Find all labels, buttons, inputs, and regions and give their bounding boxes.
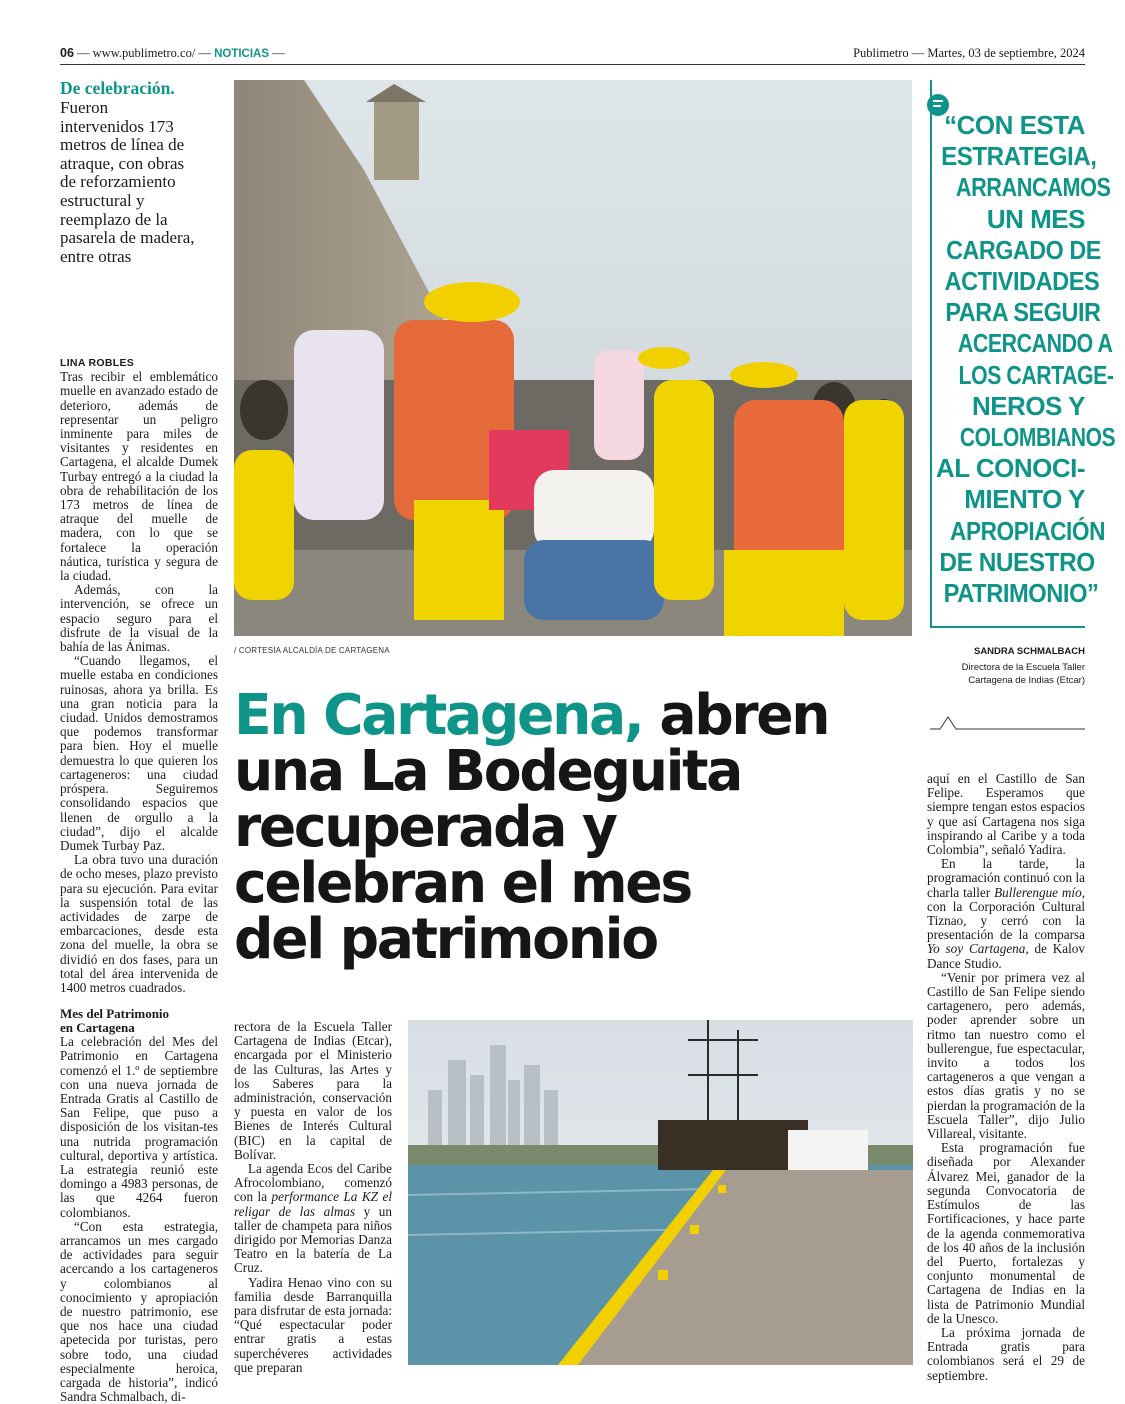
headline-line: recuperada y	[234, 795, 616, 860]
lead-line: Fueron	[60, 98, 109, 117]
headline-line: celebran el mes	[234, 851, 691, 916]
italic-term: performance	[271, 1189, 339, 1205]
quote-line: PARA SEGUIR	[945, 297, 1101, 328]
dancers-photo-illustration	[234, 80, 912, 636]
quote-source-name: SANDRA SCHMALBACH	[973, 646, 1085, 657]
italic-title: La KZ el religar de las almas	[234, 1189, 393, 1219]
pier-photo-illustration	[408, 1020, 913, 1365]
lead-line: de reforzamiento	[60, 172, 176, 192]
text-run: y un taller de champeta para niños dirigido por Memorias Danza Teatro en la batería de La Cruz.	[234, 1203, 392, 1276]
quote-text	[930, 110, 1116, 609]
subheading-line: Mes del Patrimonio	[60, 1006, 170, 1022]
article-column-1	[60, 356, 218, 1404]
paragraph: rectora de la Escuela Taller Cartagena de Indias (Etcar), encargada por el Ministerio de las Culturas, las Artes y los Saberes para la administración, conservación y puesta en valor de los Bienes de Interés Cultural (BIC) en la capital de Bolívar.	[234, 1019, 392, 1162]
quote-source-role	[930, 661, 1085, 687]
lead-line: atraque, con obras	[60, 153, 185, 173]
paragraph: La celebración del Mes del Patrimonio en Cartagena comenzó el 1.º de septiembre con una nueva jornada de Entrada Gratis al Castillo de San Felipe, que puso a disposición de los visitan-tes una nutrida programación cultural, deportiva y artística. La estrategia reunió este domingo a 4983 personas, de las que 4264 fueron colombianos.	[60, 1034, 218, 1220]
italic-title: Bullerengue mío	[994, 884, 1082, 900]
pier-photo	[408, 1020, 913, 1365]
paragraph: “Venir por primera vez al Castillo de San Felipe siendo cartagenero, pero además, poder aprender sobre un ritmo tan nuestro como el bullerengue, fue espectacular, invito a todos los cartageneros a que vengan a estos días gratis y no se pierdan la programación de la Escuela Taller”, dijo Julio Villareal, visitante.	[927, 969, 1085, 1142]
quote-line: ARRANCAMOS	[955, 172, 1111, 203]
site-url[interactable]: — www.publimetro.co/ —	[77, 46, 211, 60]
quote-bottom-rule	[930, 626, 1085, 628]
quote-line: UN MES	[986, 203, 1085, 234]
issue-date: — Martes, 03 de septiembre, 2024	[911, 46, 1085, 60]
paragraph	[234, 1162, 392, 1276]
section-label: NOTICIAS	[214, 48, 270, 60]
lead-line: metros de línea de	[60, 135, 185, 155]
quote-line: CARGADO DE	[946, 234, 1101, 265]
quote-line: LOS CARTAGE-	[958, 359, 1114, 390]
headline-highlight: En Cartagena,	[234, 683, 643, 748]
paragraph: “Con esta estrategia, arrancamos un mes cargado de actividades para seguir acercando a los cartageneros y colombianos al conocimiento y apropiación de nuestro patrimonio, ese que nos hace una ciudad apetecida por turistas, pero sobre todo, una ciudad especialmente heroica, cargada de historia”, indicó Sandra Schmalbach, di-	[60, 1218, 218, 1404]
paragraph: Yadira Henao vino con su familia desde Barranquilla para disfrutar de esta jornada: “Qué espectacular poder entrar gratis a estas superchéveres actividades que preparan	[234, 1274, 392, 1375]
lead-line: reemplazo de la	[60, 209, 168, 229]
quote-line: APROPIACIÓN	[950, 515, 1106, 546]
paragraph	[927, 857, 1085, 971]
lead-line: pasarela de madera,	[60, 228, 195, 248]
subheading	[60, 1007, 218, 1035]
quote-line: ACTIVIDADES	[944, 266, 1100, 297]
quote-line: DE NUESTRO	[939, 546, 1095, 577]
quote-line: ACERCANDO A	[957, 328, 1113, 359]
header-left	[60, 46, 285, 61]
header-right	[853, 46, 1085, 61]
quote-line: “CON ESTA	[944, 110, 1085, 140]
pull-quote	[930, 110, 1116, 609]
text-run: , de Kalov Dance Studio.	[927, 941, 1085, 971]
paragraph: Además, con la intervención, se ofrece un espacio seguro para el disfrute de la visual de la bahía de las Ánimas.	[60, 582, 218, 655]
page-header	[60, 46, 1085, 62]
paragraph: La próxima jornada de Entrada gratis para colombianos será el 29 de septiembre.	[927, 1324, 1085, 1383]
text-run: , con la Corporación Cultural Tiznao, y cerró con la presentación de la comparsa	[927, 884, 1085, 943]
section-dash: —	[272, 46, 285, 60]
quote-line: MIENTO Y	[964, 484, 1085, 515]
header-rule	[60, 64, 1085, 65]
byline: LINA ROBLES	[60, 357, 135, 369]
headline-line: una La Bodeguita	[234, 739, 742, 804]
headline	[234, 683, 924, 972]
headline-line: del patrimonio	[234, 907, 657, 972]
photo-lead	[60, 78, 225, 266]
paragraph: “Cuando llegamos, el muelle estaba en condiciones ruinosas, ahora ya brilla. Es una gran noticia para la ciudad. Unidos demostramos que podemos transformar para bien. Hoy el muelle demuestra lo que quieren los cartageneros: una ciudad próspera. Seguiremos consolidando espacios que llenen de orgullo a la ciudad”, dijo el alcalde Dumek Turbay Paz.	[60, 653, 218, 853]
text-run: La agenda Ecos del Caribe Afrocolombiano, comenzó con la	[234, 1161, 392, 1205]
source-role-line: Directora de la Escuela Taller	[961, 662, 1085, 673]
quote-line: PATRIMONIO”	[943, 578, 1099, 609]
quote-line: COLOMBIANOS	[959, 422, 1116, 453]
lead-line: intervenidos 173	[60, 116, 174, 136]
quote-vertical-rule	[930, 80, 932, 626]
lead-text	[60, 99, 225, 266]
headline-part: abren	[642, 683, 829, 748]
quote-line: ESTRATEGIA,	[941, 141, 1097, 172]
photo-credit: / CORTESÍA ALCALDÍA DE CARTAGENA	[234, 646, 390, 655]
paper-name: Publimetro	[853, 46, 909, 60]
page-number: 06	[60, 46, 74, 60]
source-role-line: Cartagena de Indias (Etcar)	[968, 675, 1085, 686]
italic-title: Yo soy Cartagena	[927, 941, 1026, 957]
paragraph: La obra tuvo una duración de ocho meses, plazo previsto para su ejecución. Para evitar la suspensión total de las actividades de zarpe de embarcaciones, desde esta zona del muelle, la obra se dividió en dos fases, para un total del área intervenida de 1400 metros cuadrados.	[60, 852, 218, 995]
paragraph: Esta programación fue diseñada por Alexander Álvarez Mei, ganador de la segunda Convocatoria de Estímulos de las Fortificaciones, y hace parte de la agenda conmemorativa de los 40 años de la inclusión del Puerto, fortalezas y conjunto monumental de Cartagena de Indias en la lista de Patrimonio Mundial de la Unesco.	[927, 1140, 1085, 1326]
subheading-line: en Cartagena	[60, 1020, 135, 1036]
main-photo	[234, 80, 912, 636]
lead-heading: De celebración.	[60, 78, 175, 98]
article-column-3	[927, 772, 1085, 1383]
article-column-2	[234, 1020, 392, 1375]
text-run: En la tarde, la programación continuó con la charla taller	[927, 856, 1085, 900]
paragraph: aquí en el Castillo de San Felipe. Esperamos que siempre tengan estos espacios y que así Cartagena nos siga inspirando al Caribe y a toda Colombia”, señaló Yadira.	[927, 771, 1085, 858]
lead-line: entre otras	[60, 246, 132, 266]
headline-line	[234, 683, 914, 748]
lead-line: estructural y	[60, 190, 145, 210]
quote-line: NEROS Y	[971, 390, 1085, 421]
quote-line: AL CONOCI-	[935, 453, 1085, 484]
paragraph: Tras recibir el emblemático muelle en avanzado estado de deterioro, además de representar un peligro inminente para miles de visitantes y residentes en Cartagena, el alcalde Dumek Turbay entregó a la ciudad la obra de rehabilitación de los 173 metros de línea de atraque del muelle de madera, con lo que se fortalece la operación náutica, turística y segura de la ciudad.	[60, 369, 218, 584]
decorative-rule	[930, 714, 1085, 730]
